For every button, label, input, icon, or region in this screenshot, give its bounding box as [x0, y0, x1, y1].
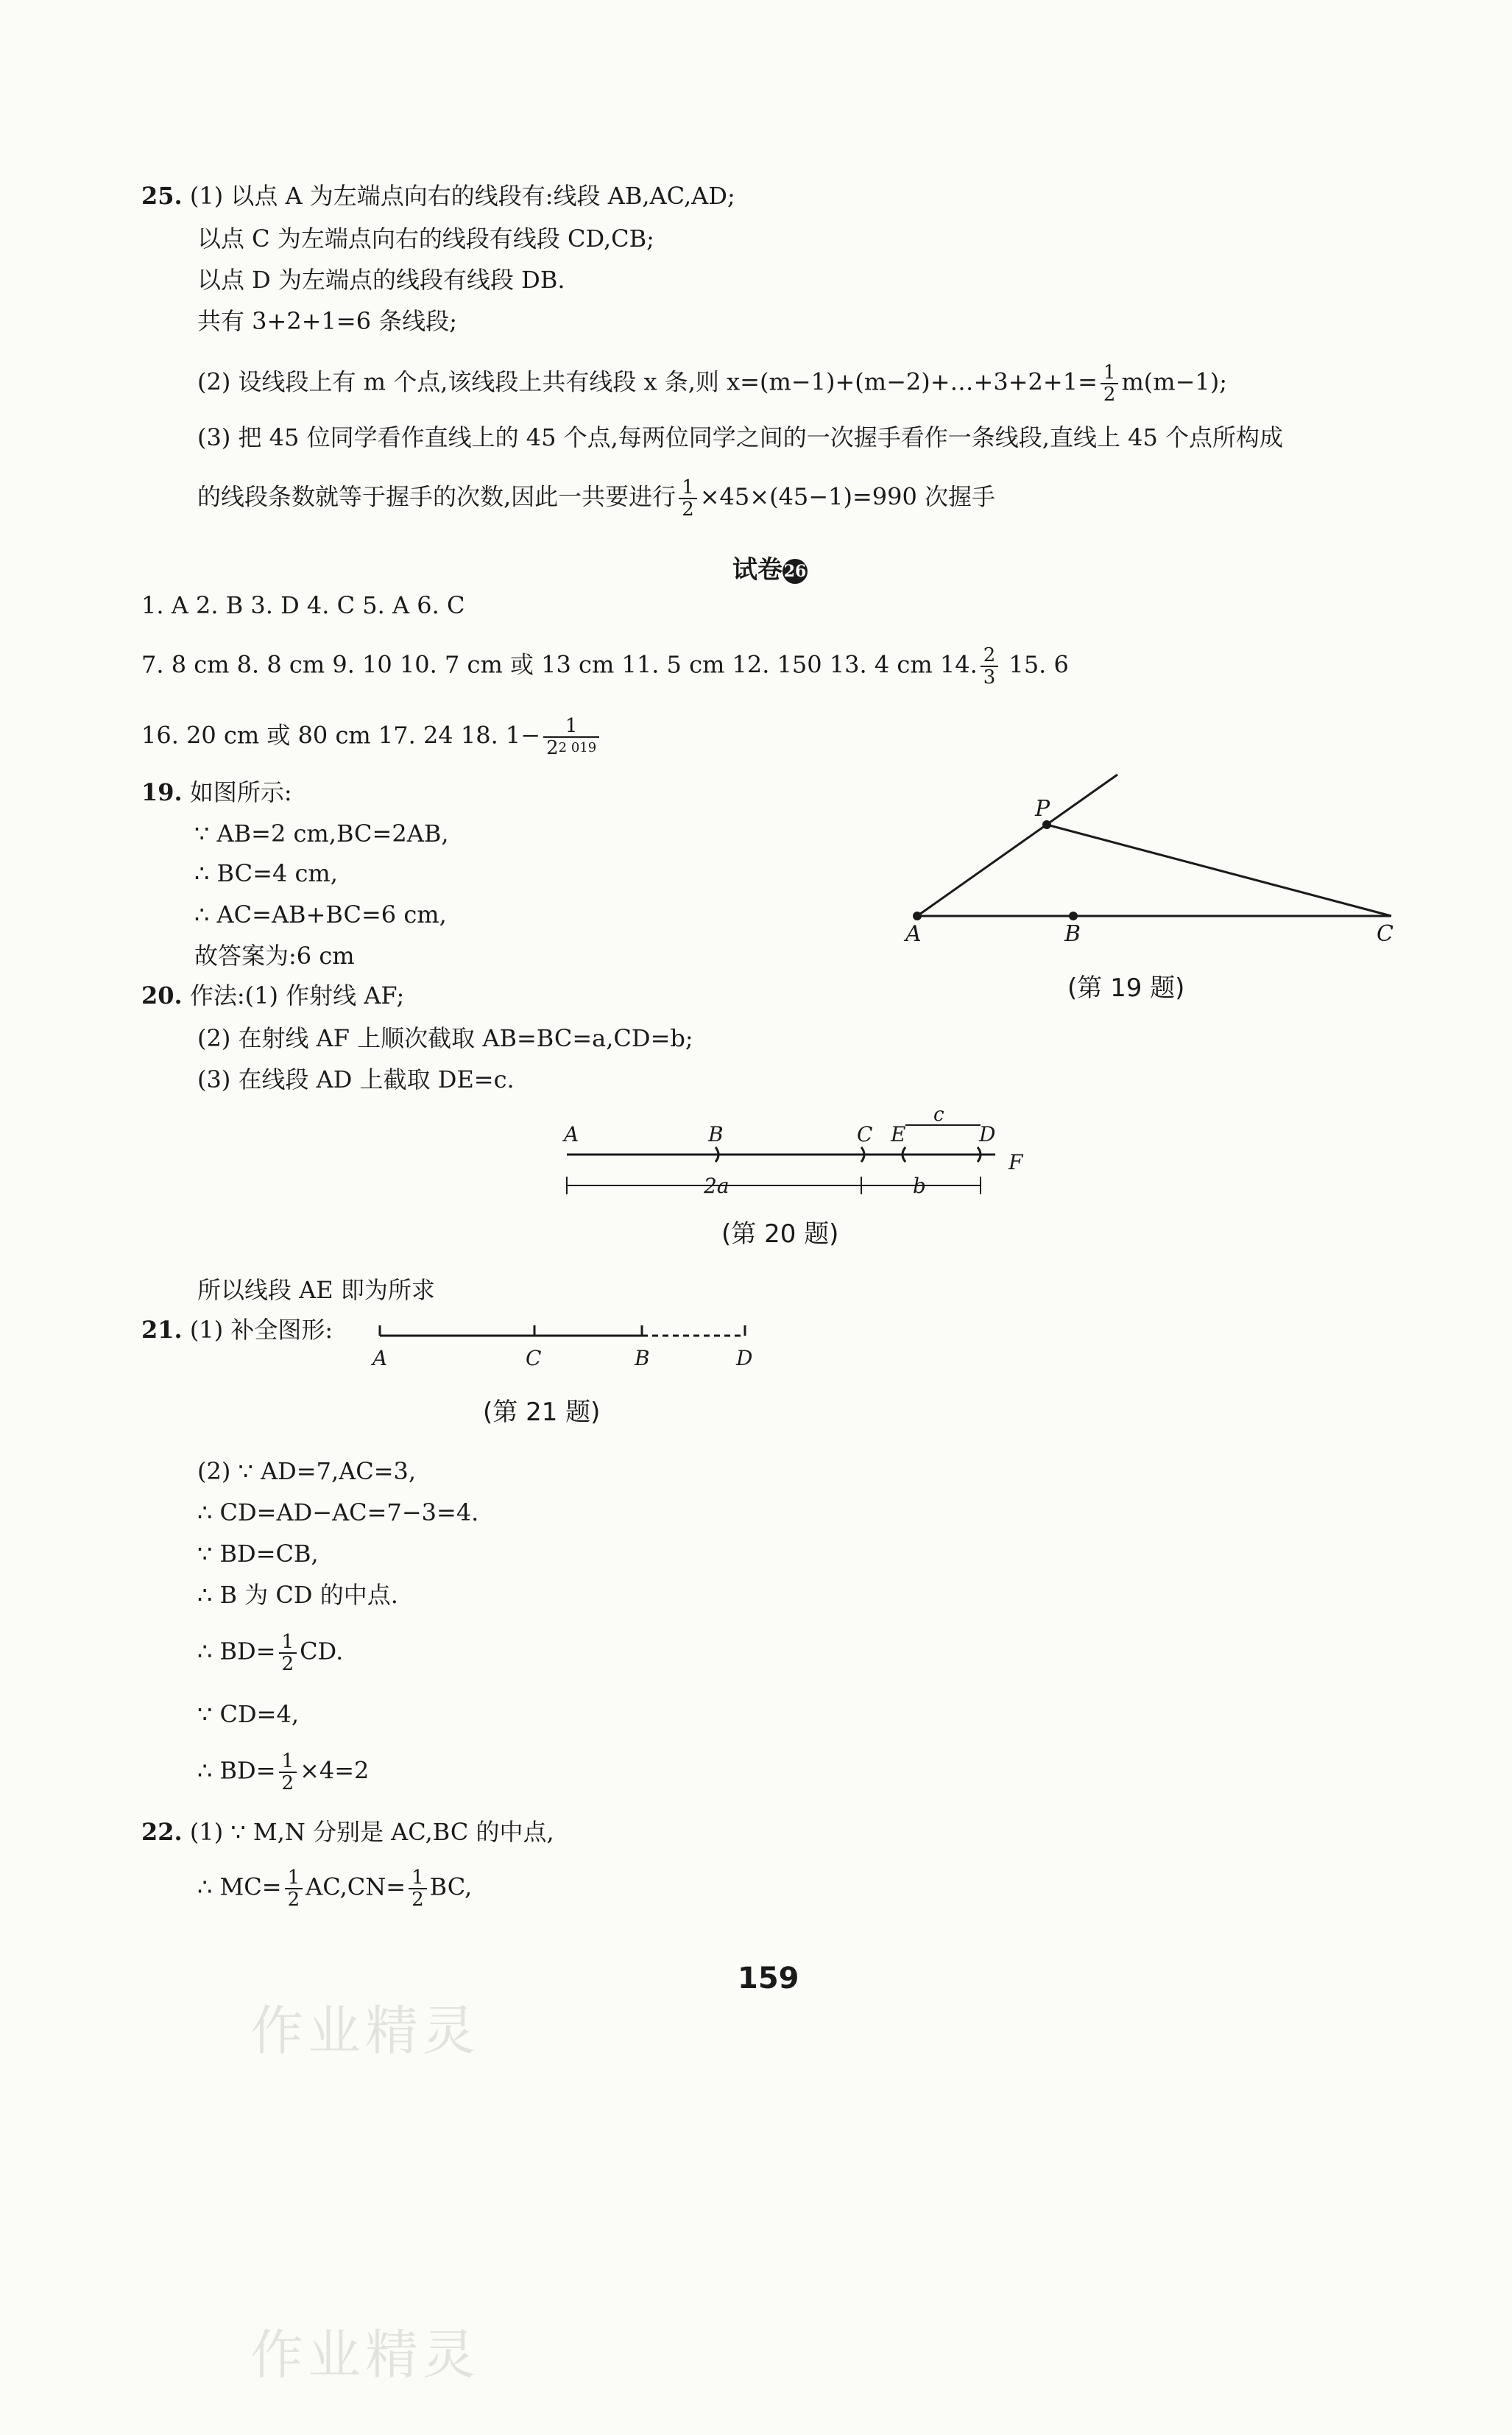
answers-row2-a: 7. 8 cm 8. 8 cm 9. 10 10. 7 cm 或 13 cm 11. 5 cm 12. 150 13. 4 cm 14.: [141, 650, 978, 679]
label-c: C: [526, 1346, 542, 1370]
p25-line5: [197, 362, 1227, 405]
fraction: [279, 1632, 297, 1674]
ray-ap: [917, 775, 1117, 916]
p25-line5-b: m(m−1);: [1121, 367, 1228, 396]
p22-line2: [197, 1867, 472, 1910]
label-d: D: [736, 1346, 753, 1370]
p21-number: 21.: [141, 1316, 183, 1344]
label-c: C: [1377, 921, 1393, 947]
fraction: [981, 645, 999, 688]
p21-line8-a: ∴ BD=: [197, 1756, 276, 1785]
label-p: P: [1035, 796, 1050, 822]
label-b-length: b: [913, 1174, 926, 1198]
label-e: E: [891, 1122, 906, 1146]
label-c: C: [857, 1122, 873, 1146]
p21-line1: [141, 1314, 333, 1346]
figure-20-caption: (第 20 题): [721, 1219, 839, 1249]
p19-number: 19.: [141, 778, 183, 806]
p21-line3: ∴ CD=AD−AC=7−3=4.: [197, 1498, 479, 1526]
fraction-den-base: 2: [546, 737, 559, 759]
p21-line8: [197, 1751, 369, 1794]
answers-row1: 1. A 2. B 3. D 4. C 5. A 6. C: [141, 591, 465, 619]
p20-line1: [141, 979, 404, 1012]
label-a: A: [372, 1346, 388, 1370]
p20-line2: (2) 在射线 AF 上顺次截取 AB=BC=a,CD=b;: [197, 1024, 693, 1052]
p19-line1: [141, 776, 292, 808]
p22-line2-c: BC,: [429, 1872, 473, 1901]
label-d: D: [979, 1122, 996, 1146]
p22-line1: [141, 1816, 554, 1848]
fraction: [285, 1867, 303, 1910]
p25-line7: [197, 477, 995, 520]
p25-line6: (3) 把 45 位同学看作直线上的 45 个点,每两位同学之间的一次握手看作一条线段,直线上 45 个点所构成: [197, 423, 1284, 451]
p20-number: 20.: [141, 982, 183, 1009]
fraction-den: 3: [983, 666, 996, 688]
label-a: A: [905, 921, 922, 947]
p21-line2: (2) ∵ AD=7,AC=3,: [197, 1457, 417, 1485]
fraction: [679, 477, 697, 520]
paper-title-number: 26: [783, 559, 808, 584]
fraction-num: 1: [543, 716, 599, 738]
figure-19: [883, 766, 1413, 987]
p22-line2-b: AC,CN=: [305, 1872, 406, 1901]
watermark: 作业精灵: [250, 2324, 481, 2386]
p25-line4: 共有 3+2+1=6 条线段;: [197, 307, 458, 335]
p20-text-1: 作法:(1) 作射线 AF;: [189, 982, 405, 1009]
label-b: B: [1064, 921, 1081, 947]
page-number: 159: [738, 1962, 799, 1995]
fraction-den: 2: [281, 1653, 294, 1675]
fraction-den: 2: [682, 498, 694, 521]
p19-line4: ∴ AC=AB+BC=6 cm,: [194, 901, 447, 928]
fraction-den: 2: [1103, 384, 1116, 406]
fraction-den: 2: [287, 1889, 300, 1911]
label-b: B: [635, 1346, 650, 1370]
answers-row2: [141, 645, 1069, 688]
p22-text-1: (1) ∵ M,N 分别是 AC,BC 的中点,: [189, 1818, 554, 1846]
fraction: [543, 716, 599, 758]
answers-row3: [141, 716, 602, 758]
p19-text-1: 如图所示:: [189, 778, 292, 806]
p21-line5: ∴ B 为 CD 的中点.: [197, 1581, 398, 1609]
label-f: F: [1008, 1150, 1023, 1174]
p25-line7-a: 的线段条数就等于握手的次数,因此一共要进行: [197, 482, 676, 511]
p20-conclusion: 所以线段 AE 即为所求: [197, 1276, 435, 1304]
segment-pc: [1047, 825, 1391, 916]
p25-line5-a: (2) 设线段上有 m 个点,该线段上共有线段 x 条,则 x=(m−1)+(m−2)+…+3+2+1=: [197, 367, 1098, 396]
fraction: [279, 1751, 297, 1794]
p21-line4: ∵ BD=CB,: [197, 1540, 319, 1568]
answers-row3-a: 16. 20 cm 或 80 cm 17. 24 18. 1−: [141, 721, 541, 750]
p20-line3: (3) 在线段 AD 上截取 DE=c.: [197, 1065, 515, 1093]
fraction-num: 1: [279, 1632, 297, 1654]
fraction-num: 1: [285, 1867, 303, 1889]
label-a: A: [564, 1122, 579, 1146]
p25-line1: [141, 180, 735, 212]
fraction-num: 2: [981, 645, 999, 667]
fraction-den-exponent: 2 019: [558, 740, 597, 755]
paper-title: [732, 549, 808, 585]
paper-title-text: 试卷: [732, 555, 783, 585]
p22-line2-a: ∴ MC=: [197, 1872, 282, 1901]
fraction-den: 2: [281, 1772, 294, 1794]
p25-text-1: (1) 以点 A 为左端点向右的线段有:线段 AB,AC,AD;: [189, 182, 735, 210]
fraction-num: 1: [409, 1867, 427, 1889]
fraction-num: 1: [279, 1751, 297, 1773]
fraction: [1101, 362, 1119, 405]
point-b: [1069, 912, 1078, 920]
p19-line5: 故答案为:6 cm: [194, 942, 355, 970]
p25-line3: 以点 D 为左端点的线段有线段 DB.: [197, 266, 565, 294]
fraction: [409, 1867, 427, 1910]
p21-line7: ∵ CD=4,: [197, 1700, 300, 1728]
p21-line6-b: CD.: [300, 1637, 344, 1666]
fraction-den: 2: [411, 1889, 424, 1911]
p21-line6-a: ∴ BD=: [197, 1637, 276, 1666]
p19-line3: ∴ BC=4 cm,: [194, 859, 338, 887]
label-2a: 2a: [704, 1174, 729, 1198]
point-a: [913, 912, 922, 920]
p22-number: 22.: [141, 1818, 183, 1846]
p25-line2: 以点 C 为左端点向右的线段有线段 CD,CB;: [197, 225, 654, 253]
answers-row2-b: 15. 6: [1008, 650, 1069, 679]
fraction-den: [543, 738, 599, 758]
fraction-num: 1: [679, 477, 697, 499]
watermark: 作业精灵: [250, 2000, 481, 2062]
p19-line2: ∵ AB=2 cm,BC=2AB,: [194, 820, 449, 848]
p21-line6: [197, 1632, 343, 1674]
p25-line7-b: ×45×(45−1)=990 次握手: [699, 482, 996, 511]
label-b: B: [708, 1122, 724, 1146]
figure-21: [368, 1318, 766, 1377]
figure-20: [545, 1110, 1060, 1213]
label-c-length: c: [933, 1110, 944, 1126]
figure-21-caption: (第 21 题): [483, 1398, 601, 1427]
fraction-num: 1: [1101, 362, 1119, 384]
p25-number: 25.: [141, 182, 183, 210]
p21-text-1: (1) 补全图形:: [189, 1316, 333, 1344]
figure-19-caption: (第 19 题): [1067, 973, 1185, 1003]
p21-line8-b: ×4=2: [300, 1756, 370, 1785]
